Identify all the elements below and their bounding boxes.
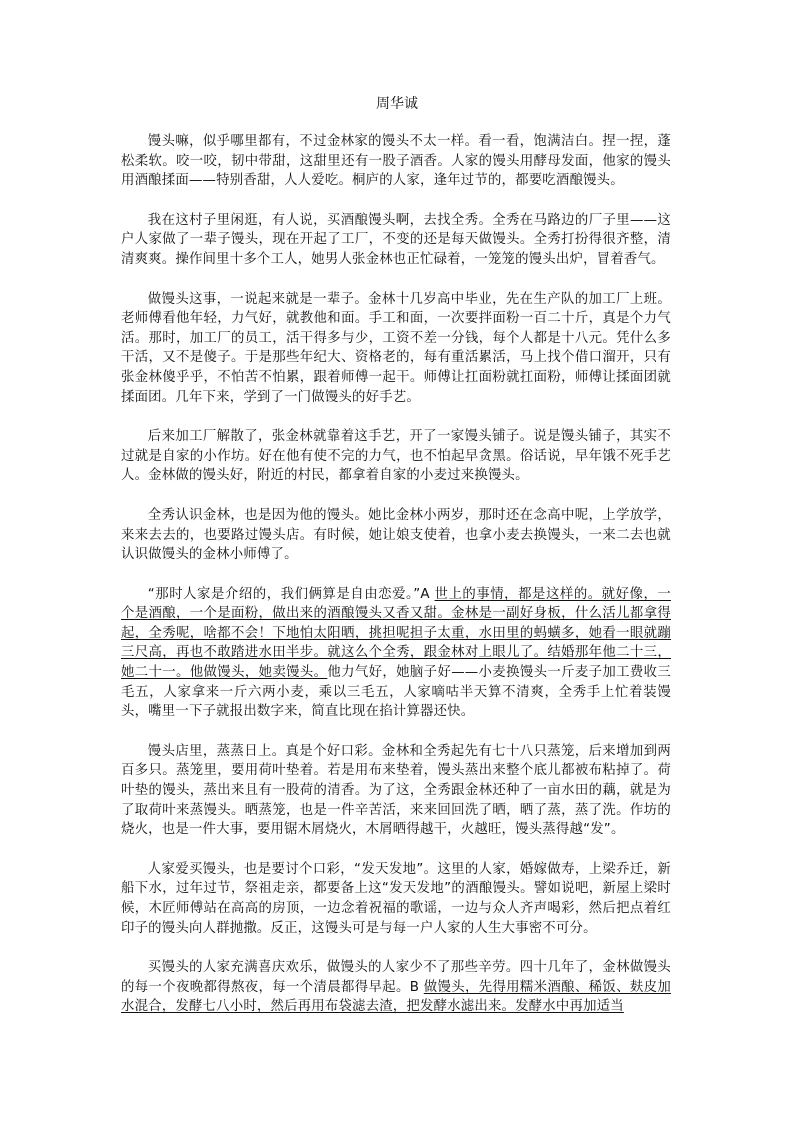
text-segment: 人家爱买馒头，也是要讨个口彩，“发天发地”。这里的人家，婚嫁做寿，上梁乔迁，新船下水，过年过节，祭祖走亲，都要备上这“发天发地”的酒酿馒头。譬如说吧，新屋上梁时候，木匠师傅站在高高的房顶，一边念着祝福的歌谣，一边与众人齐声喝彩，然后把点着红印子的馒头向人群抛撒。反正，这馒头可是与每一户人家的人生大事密不可分。 bbox=[121, 861, 671, 936]
text-segment: 后来加工厂解散了，张金林就靠着这手艺，开了一家馒头铺子。说是馒头铺子，其实不过就是自家的小作坊。好在他有使不完的力气，也不怕起早贪黑。俗话说，早年饿不死手艺人。金林做的馒头好，附近的村民，都拿着自家的小麦过来换馒头。 bbox=[121, 429, 671, 484]
paragraph bbox=[121, 860, 671, 938]
text-segment: 馒头嘛，似乎哪里都有，不过金林家的馒头不太一样。看一看，饱满洁白。捏一捏，蓬松柔软。咬一咬，韧中带甜，这甜里还有一股子酒香。人家的馒头用酵母发面，他家的馒头用酒酿揉面——特别香甜，人人爱吃。桐庐的人家，逢年过节的，都要吃酒酿馒头。 bbox=[121, 134, 671, 189]
text-segment: 买馒头的人家充满喜庆欢乐，做馒头的人家少不了那些辛劳。四十几年了，金林做馒头的每一个夜晚都得熬夜，每一个清晨都得早起。B bbox=[121, 960, 671, 995]
underlined-text: 世上的事情，都是这样的。就好像，一个是酒酿，一个是面粉，做出来的酒酿馒头又香又甜。金林是一副好身板，什么活儿都拿得起，全秀呢，啥都不会！下地怕太阳晒，挑担呢担子太重，水田里的蚂蟥多，她看一眼就蹦三尺高，再也不敢踏进水田半步。就这么个全秀，跟金林对上眼儿了。结婚那年他二十三，她二十一。他做馒头，她卖馒头。 bbox=[121, 586, 671, 681]
text-segment: “那时人家是介绍的，我们俩算是自由恋爱。”A bbox=[147, 586, 435, 602]
paragraph bbox=[121, 132, 671, 191]
text-segment: 全秀认识金林，也是因为他的馒头。她比金林小两岁，那时还在念高中呢，上学放学，来来去去的，也要路过馒头店。有时候，她让娘支使着，也拿小麦去换馒头，一来二去也就认识做馒头的金林小师傅了。 bbox=[121, 507, 671, 563]
paragraph bbox=[121, 742, 671, 840]
text-segment: 馒头店里，蒸蒸日上。真是个好口彩。金林和全秀起先有七十八只蒸笼，后来增加到两百多只。蒸笼里，要用荷叶垫着。若是用布来垫着，馒头蒸出来整个底儿都被布粘掉了。荷叶垫的馒头，蒸出来且有一股荷的清香。为了这，全秀跟金林还种了一亩水田的藕，就是为了取荷叶来蒸馒头。晒蒸笼，也是一件辛苦活，来来回回洗了晒，晒了蒸，蒸了洗。作坊的烧火，也是一件大事，要用锯木屑烧火，木屑晒得越干，火越旺，馒头蒸得越“发”。 bbox=[121, 743, 671, 838]
paragraph bbox=[121, 585, 671, 722]
article-body bbox=[121, 132, 671, 1037]
document-title: 周华诚 bbox=[376, 96, 418, 112]
underlined-text: 做馒头，先得用糯米酒酿、稀饭、麸皮加水混合，发酵七八小时，然后再用布袋滤去渣，把发酵水滤出来。发酵水中再加适当 bbox=[121, 979, 671, 1015]
paragraph bbox=[121, 427, 671, 486]
text-segment: 他力气好，她脑子好——小麦换馒头一斤麦子加工费收三毛五，人家拿来一斤六两小麦，乘以三毛五，人家嘀咕半天算不清爽，全秀手上忙着装馒头，嘴里一下子就报出数字来，简直比现在掐计算器还快。 bbox=[121, 665, 671, 720]
paragraph bbox=[121, 958, 671, 1017]
paragraph bbox=[121, 290, 671, 408]
text-segment: 做馒头这事，一说起来就是一辈子。金林十几岁高中毕业，先在生产队的加工厂上班。老师傅看他年轻，力气好，就教他和面。手工和面，一次要拌面粉一百二十斤，真是个力气活。那时，加工厂的员工，活干得多与少，工资不差一分钱，每个人都是十八元。凭什么多干活，又不是傻子。于是那些年纪大、资格老的，每有重活累活，马上找个借口溜开，只有张金林傻乎乎，不怕苦不怕累，跟着师傅一起干。师傅让扛面粉就扛面粉，师傅让揉面团就揉面团。几年下来，学到了一门做馒头的好手艺。 bbox=[121, 291, 671, 405]
text-segment: 我在这村子里闲逛，有人说，买酒酿馒头啊，去找全秀。全秀在马路边的厂子里——这户人家做了一辈子馒头，现在开起了工厂，不变的还是每天做馒头。全秀打扮得很齐整，清清爽爽。操作间里十多个工人，她男人张金林也正忙碌着，一笼笼的馒头出炉，冒着香气。 bbox=[121, 212, 671, 267]
paragraph bbox=[121, 506, 671, 565]
paragraph bbox=[121, 211, 671, 270]
